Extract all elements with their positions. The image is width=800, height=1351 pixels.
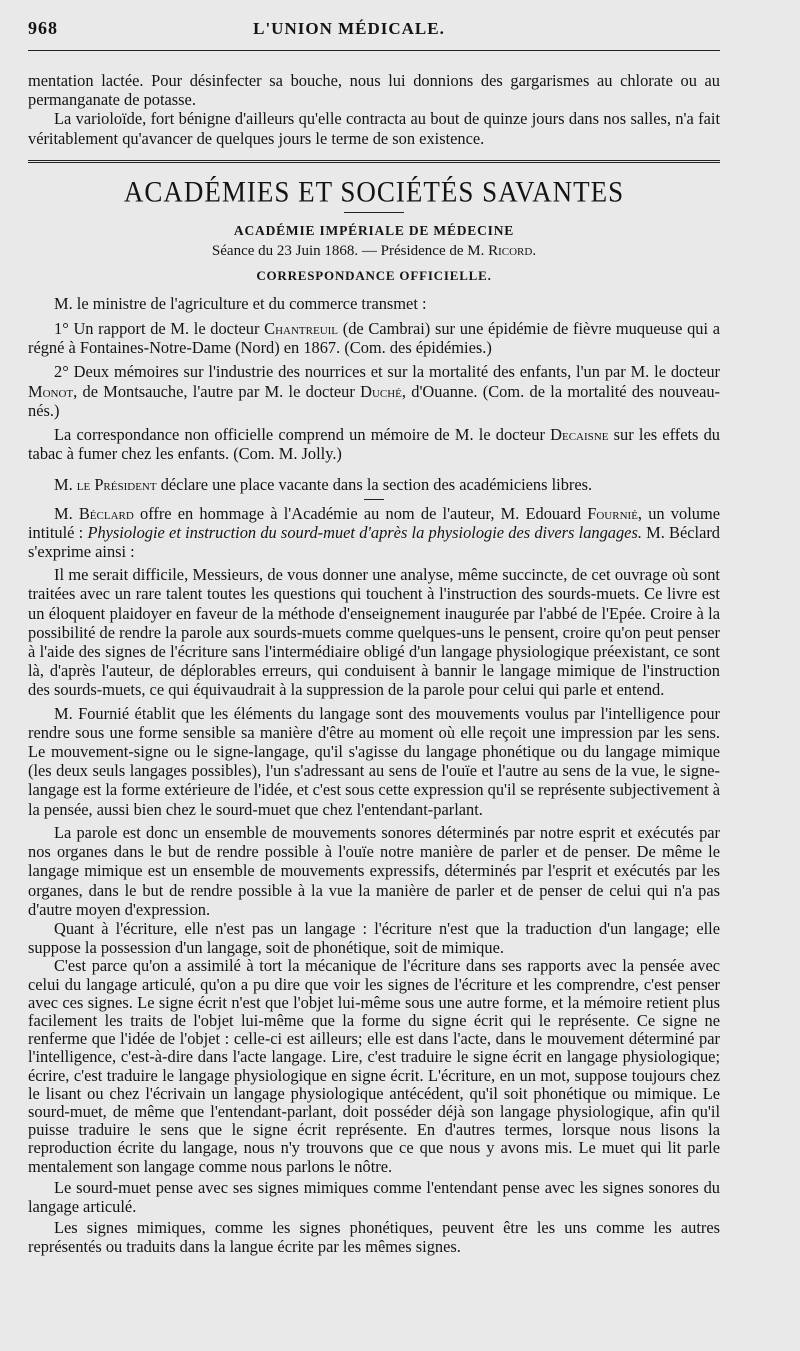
item-text: M. Béclard s'exprime ainsi : xyxy=(28,522,720,562)
seance-text: Séance du 23 Juin 1868. — Présidence de M. xyxy=(211,242,489,259)
paragraph-separator xyxy=(364,499,384,500)
author-name: Fournié xyxy=(587,503,638,523)
president-paragraph xyxy=(28,475,720,494)
item-text: , un volume intitulé : xyxy=(28,503,720,542)
body-paragraph: La parole est donc un ensemble de mouvements sonores déterminés par notre esprit et exécutés par nos organes dans le but de rendre possible à l'ouïe notre manière de parler et de penser. De même le langage mimique est un ensemble de mouvements expressifs, déterminés par l'esprit et exécutés par les organes, dans le but de rendre possible à la vue la manière de parler et de penser de celui qui n'a pas d'autre moyen d'expression. xyxy=(28,822,720,919)
beclard-paragraph xyxy=(28,504,720,562)
item-text: offre en hommage à l'Académie au nom de l'auteur, M. Edouard xyxy=(133,503,588,523)
item-text: (de Cambrai) sur une épidémie de fièvre muqueuse qui a régné à Fontaines-Notre-Dame (Nord) en 1867. (Com. des épidémies.) xyxy=(28,319,721,358)
intro-text xyxy=(28,71,720,148)
correspondence-heading: CORRESPONDANCE OFFICIELLE. xyxy=(256,267,492,283)
member-name: Béclard xyxy=(78,503,134,523)
item-text: M. xyxy=(54,475,77,495)
spacer xyxy=(28,463,720,475)
non-official-correspondence xyxy=(28,425,720,463)
president-name: Ricord xyxy=(488,242,533,259)
doctor-name: Monot xyxy=(28,381,74,401)
body-paragraph: Les signes mimiques, comme les signes phonétiques, peuvent être les uns comme les autres représentés ou traduits dans la langue écrite par les mêmes signes. xyxy=(28,1218,720,1257)
minister-paragraph: M. le ministre de l'agriculture et du commerce transmet : xyxy=(54,293,427,313)
header-rule xyxy=(28,50,720,51)
text-column xyxy=(28,18,720,1257)
seance-line xyxy=(28,243,720,260)
doctor-name: Chantreuil xyxy=(264,319,339,339)
item-text: , d'Ouanne. (Com. de la mortalité des nouveau-nés.) xyxy=(28,381,721,420)
page-number: 968 xyxy=(28,18,58,38)
title-rule xyxy=(344,212,404,213)
seance-period: . xyxy=(532,242,537,259)
section-title: ACADÉMIES ET SOCIÉTÉS SAVANTES xyxy=(123,175,625,208)
academy-heading: ACADÉMIE IMPÉRIALE DE MÉDECINE xyxy=(233,222,515,238)
item-text: sur les effets du tabac à fumer chez les enfants. (Com. M. Jolly.) xyxy=(28,425,720,464)
item-text: 2° Deux mémoires sur l'industrie des nourrices et sur la mortalité des enfants, l'un par M. le docteur xyxy=(54,362,720,382)
doctor-name: Duché xyxy=(360,381,402,401)
intro-paragraph: mentation lactée. Pour désinfecter sa bouche, nous lui donnions des gargarismes au chlorate ou au permanganate de potasse. xyxy=(28,71,720,110)
intro-paragraph: La varioloïde, fort bénigne d'ailleurs qu'elle contracta au bout de quinze jours dans nos salles, n'a fait véritablement qu'avancer de quelques jours le terme de son existence. xyxy=(28,109,720,148)
item-text: déclare une place vacante dans la section des académiciens libres. xyxy=(156,475,593,495)
correspondence-item-1 xyxy=(28,319,720,357)
item-text: La correspondance non officielle comprend un mémoire de M. le docteur xyxy=(54,425,551,445)
body-paragraph: Quant à l'écriture, elle n'est pas un langage : l'écriture n'est que la traduction d'un langage; elle suppose la possession d'un langage, soit de phonétique, soit de mimique. xyxy=(28,918,720,958)
item-text: M. xyxy=(54,503,79,523)
body-paragraph: Il me serait difficile, Messieurs, de vous donner une analyse, même succincte, de cet ouvrage où sont traitées avec un rare talent toutes les questions qui touchent à l'instruction des sourds-muets. Ce livre est un éloquent plaidoyer en faveur de la méthode d'enseignement inaugurée par l'abbé de l'Epée. Croire à la possibilité de rendre la parole aux sourds-muets comme quelques-uns le pensent, croire qu'on peut penser à l'aide des signes de l'écriture sans l'intermédiaire obligé d'un langage physiologique préexistant, ce sont là, d'après l'auteur, de déplorables erreurs, qui conduisent à bannir le langage mimique de l'instruction des sourds-muets, ce qui équivaudrait à la suppression de la parole pour celui qui parle et entend. xyxy=(28,565,720,700)
book-title: Physiologie et instruction du sourd-muet d'après la physiologie des divers langages. xyxy=(87,522,642,542)
doctor-name: Decaisne xyxy=(550,425,609,445)
body-paragraph: M. Fournié établit que les éléments du langage sont des mouvements voulus par l'intelligence pour rendre sous une forme sensible sa manière d'être au moment où elle reçoit une impression par les sens. Le mouvement-signe ou le signe-langage, qu'il s'agisse du langage phonétique ou du langage mimique (les deux seuls langages possibles), l'un s'adressant au sens de l'ouïe et l'autre au sens de la vue, le signe-langage est la forme extérieure de l'idée, et c'est sous cette expression qu'il se représente subjectivement à la pensée, aussi bien chez le sourd-muet que chez l'entendant-parlant. xyxy=(28,703,720,819)
body-paragraph: C'est parce qu'on a assimilé à tort la mécanique de l'écriture dans ses rapports avec la pensée avec celui du langage articulé, qu'on a pu dire que voir les signes de l'écriture et les comprendre, c'est penser avec ces signes. Le signe écrit n'est que l'objet lui-même sous une autre forme, et la mémoire retient plus facilement les traits de l'objet lui-même que la forme du signe écrit qui le représente. Ce signe ne renferme que l'idée de l'objet : celle-ci est ailleurs; elle est dans l'acte, dans le mouvement déterminé par l'intelligence, c'est-à-dire dans l'acte langage. Lire, c'est traduire le signe écrit en langage physiologique; écrire, c'est traduire le langage physiologique en signe écrit. L'écriture, en un mot, suppose toujours chez le lisant ou chez l'écrivain un langage physiologique antécédent, qu'il soit phonétique ou mimique. Le sourd-muet, de même que l'entendant-parlant, doit posséder déjà son langage physiologique, afin qu'il puisse traduire le sens que le signe écrit représente. En d'autres termes, lorsque nous lisons la reproduction écrite du langage, nous n'y trouvons que ce que nous y avons mis. Le muet qui lit parle mentalement son langage comme nous parlons le nôtre. xyxy=(28,956,720,1176)
item-text: 1° Un rapport de M. le docteur xyxy=(54,319,265,339)
quoted-address xyxy=(28,565,720,1256)
item-text: , de Montsauche, l'autre par M. le docteur xyxy=(73,381,361,401)
body-paragraph: Le sourd-muet pense avec ses signes mimiques comme l'entendant pense avec les signes sonores du langage articulé. xyxy=(28,1177,720,1216)
journal-title: L'UNION MÉDICALE. xyxy=(253,19,445,38)
section-divider xyxy=(28,160,720,163)
running-header xyxy=(28,18,720,48)
president-title: le Président xyxy=(76,475,157,495)
correspondence-item-2 xyxy=(28,362,720,420)
